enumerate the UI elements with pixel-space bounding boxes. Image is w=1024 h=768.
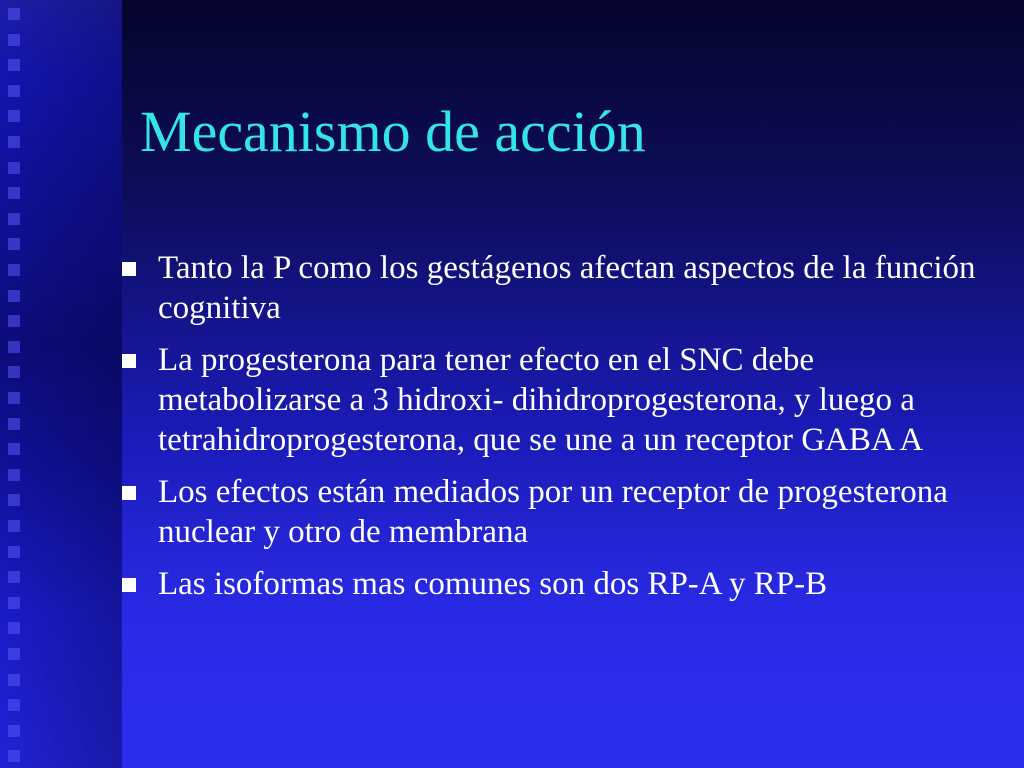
square-bullet-icon	[122, 486, 136, 500]
bullet-text: La progesterona para tener efecto en el SNC debe metabolizarse a 3 hidroxi- dihidroprogesterona, y luego a tetrahidroprogesterona, que se une a un receptor GABA A	[158, 342, 924, 458]
bullet-item	[118, 340, 978, 460]
bullet-text: Tanto la P como los gestágenos afectan aspectos de la función cognitiva	[158, 250, 976, 326]
square-bullet-icon	[122, 354, 136, 368]
square-bullet-icon	[122, 578, 136, 592]
slide-title: Mecanismo de acción	[140, 99, 646, 164]
bullet-item	[118, 248, 978, 328]
bullet-item	[118, 564, 978, 604]
left-strip-shade	[0, 0, 122, 768]
bullet-text: Los efectos están mediados por un receptor de progesterona nuclear y otro de membrana	[158, 474, 948, 550]
bullet-item	[118, 472, 978, 552]
left-decorative-strip	[0, 0, 122, 768]
square-bullet-icon	[122, 262, 136, 276]
bullet-text: Las isoformas mas comunes son dos RP-A y RP-B	[158, 566, 828, 602]
bullet-list	[118, 248, 978, 616]
